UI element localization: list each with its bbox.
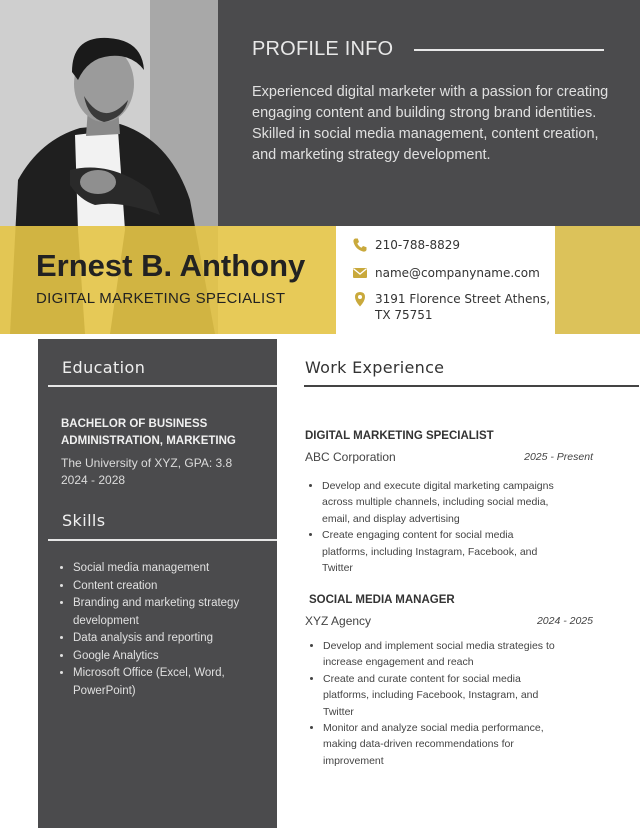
responsibility-item: • Develop and implement social media strategies to increase engagement and reach xyxy=(323,638,563,671)
skill-item: • Data analysis and reporting xyxy=(73,630,263,648)
phone-icon xyxy=(352,237,368,253)
profile-info-heading: PROFILE INFO xyxy=(252,38,394,60)
degree-title: BACHELOR OF BUSINESS ADMINISTRATION, MARKETING xyxy=(61,418,236,447)
street-address: 3191 Florence Street Athens, TX 75751 xyxy=(375,292,551,322)
job-company: XYZ Agency xyxy=(305,614,372,628)
email-address: name@companyname.com xyxy=(375,266,540,280)
responsibility-item: • Create and curate content for social media platforms, including Facebook, Instagram, and Twitter xyxy=(323,671,563,720)
skill-item: • Branding and marketing strategy development xyxy=(73,595,263,630)
skills-heading: Skills xyxy=(62,511,106,530)
profile-summary: Experienced digital marketer with a passion for creating engaging content and building strong brand identities. Skilled in social media management, content creation, and marketing strategy development. xyxy=(252,84,609,163)
location-pin-icon xyxy=(352,291,368,307)
skill-item: • Content creation xyxy=(73,578,263,596)
school-name: The University of XYZ, GPA: 3.8 xyxy=(61,456,233,470)
skill-item: • Social media management xyxy=(73,560,263,578)
skills-list xyxy=(73,560,263,700)
accent-band xyxy=(555,226,640,334)
responsibility-item: • Create engaging content for social media platforms, including Instagram, Facebook, and Twitter xyxy=(322,527,554,576)
job-company: ABC Corporation xyxy=(305,450,396,464)
work-experience-divider xyxy=(304,385,639,387)
job-dates: 2024 - 2025 xyxy=(536,615,593,627)
job-responsibilities xyxy=(322,478,554,576)
skills-divider xyxy=(48,539,277,541)
person-title: DIGITAL MARKETING SPECIALIST xyxy=(36,290,286,307)
education-divider xyxy=(48,385,277,387)
email-icon xyxy=(352,265,368,281)
work-experience-heading: Work Experience xyxy=(305,358,445,377)
job-dates: 2025 - Present xyxy=(524,451,593,463)
job-role: DIGITAL MARKETING SPECIALIST xyxy=(305,430,494,442)
phone-number: 210-788-8829 xyxy=(375,238,461,252)
sidebar xyxy=(38,339,277,828)
education-heading: Education xyxy=(62,358,146,377)
responsibility-item: • Develop and execute digital marketing campaigns across multiple channels, including social media, email, and display advertising xyxy=(322,478,554,527)
job-role: SOCIAL MEDIA MANAGER xyxy=(309,594,455,606)
responsibility-item: • Monitor and analyze social media performance, making data-driven recommendations for improvement xyxy=(323,720,563,769)
profile-info-divider xyxy=(414,49,604,51)
person-name: Ernest B. Anthony xyxy=(36,248,306,283)
skill-item: • Microsoft Office (Excel, Word, PowerPoint) xyxy=(73,665,263,700)
profile-info-panel xyxy=(218,0,640,226)
job-responsibilities xyxy=(323,638,563,769)
education-years: 2024 - 2028 xyxy=(61,473,126,487)
skill-item: • Google Analytics xyxy=(73,648,263,666)
